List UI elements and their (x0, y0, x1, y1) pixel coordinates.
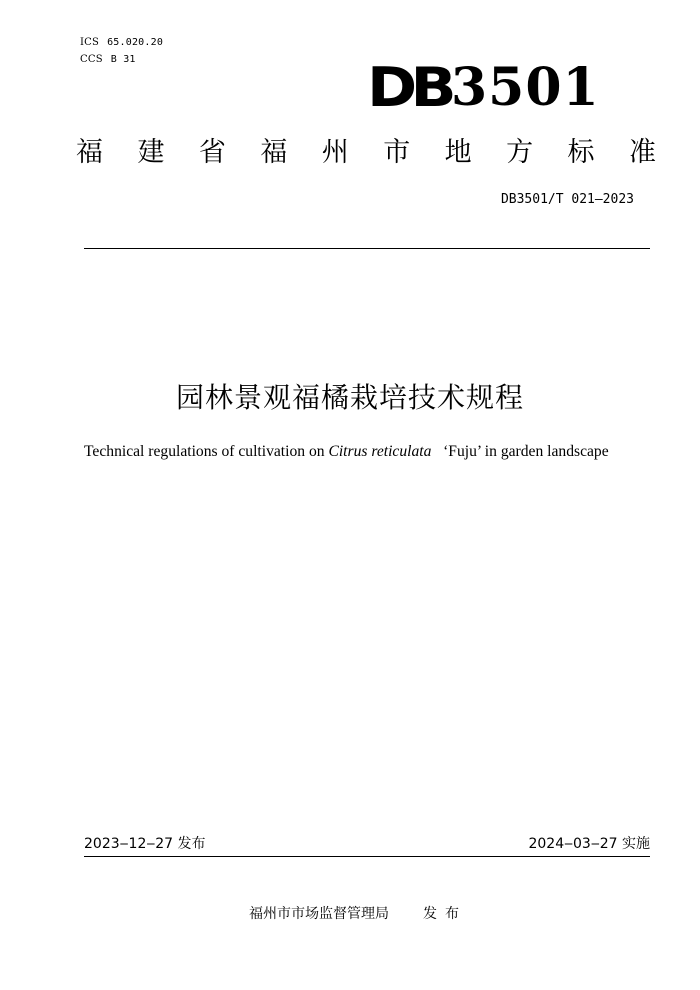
logo-prefix: DB (367, 56, 450, 119)
issuer-title-char: 省 (198, 137, 226, 168)
issuer-title-char: 标 (567, 137, 595, 168)
title-en-species: Citrus reticulata (328, 443, 432, 460)
issuer-title-char: 市 (383, 137, 411, 168)
issuer-title-char: 建 (137, 137, 165, 168)
ics-label: ICS (80, 37, 100, 48)
issuer-title-char: 准 (628, 137, 656, 168)
ccs-label: CCS (80, 54, 103, 65)
issuer-title (76, 134, 656, 172)
ccs-value: B 31 (110, 54, 136, 65)
publish-date: 2023‒12‒27 发布 (84, 836, 206, 852)
bottom-divider (84, 856, 650, 857)
ccs-line (80, 53, 136, 66)
standard-logo (340, 56, 600, 120)
title-en-part1: Technical regulations of cultivation on (84, 443, 329, 460)
issuer-title-char: 方 (506, 137, 534, 168)
issuer-title-char: 州 (321, 137, 349, 168)
publisher-org: 福州市市场监督管理局 (249, 906, 389, 922)
document-title-chinese: 园林景观福橘栽培技术规程 (175, 381, 524, 414)
ics-line (80, 36, 163, 49)
publisher-action: 发布 (423, 906, 467, 922)
issuer-title-char: 地 (444, 137, 472, 168)
issuer-title-char: 福 (76, 137, 103, 168)
implement-date: 2024‒03‒27 实施 (528, 836, 650, 852)
issuer-title-char: 福 (260, 137, 288, 168)
document-title-english (84, 442, 664, 462)
ics-value: 65.020.20 (107, 37, 164, 48)
standard-number: DB3501/T 021—2023 (500, 192, 634, 207)
top-divider (84, 248, 650, 249)
title-en-part2: ‘Fuju’ in garden landscape (431, 443, 609, 460)
logo-code: 3501 (451, 57, 600, 118)
publisher-line (0, 904, 700, 924)
